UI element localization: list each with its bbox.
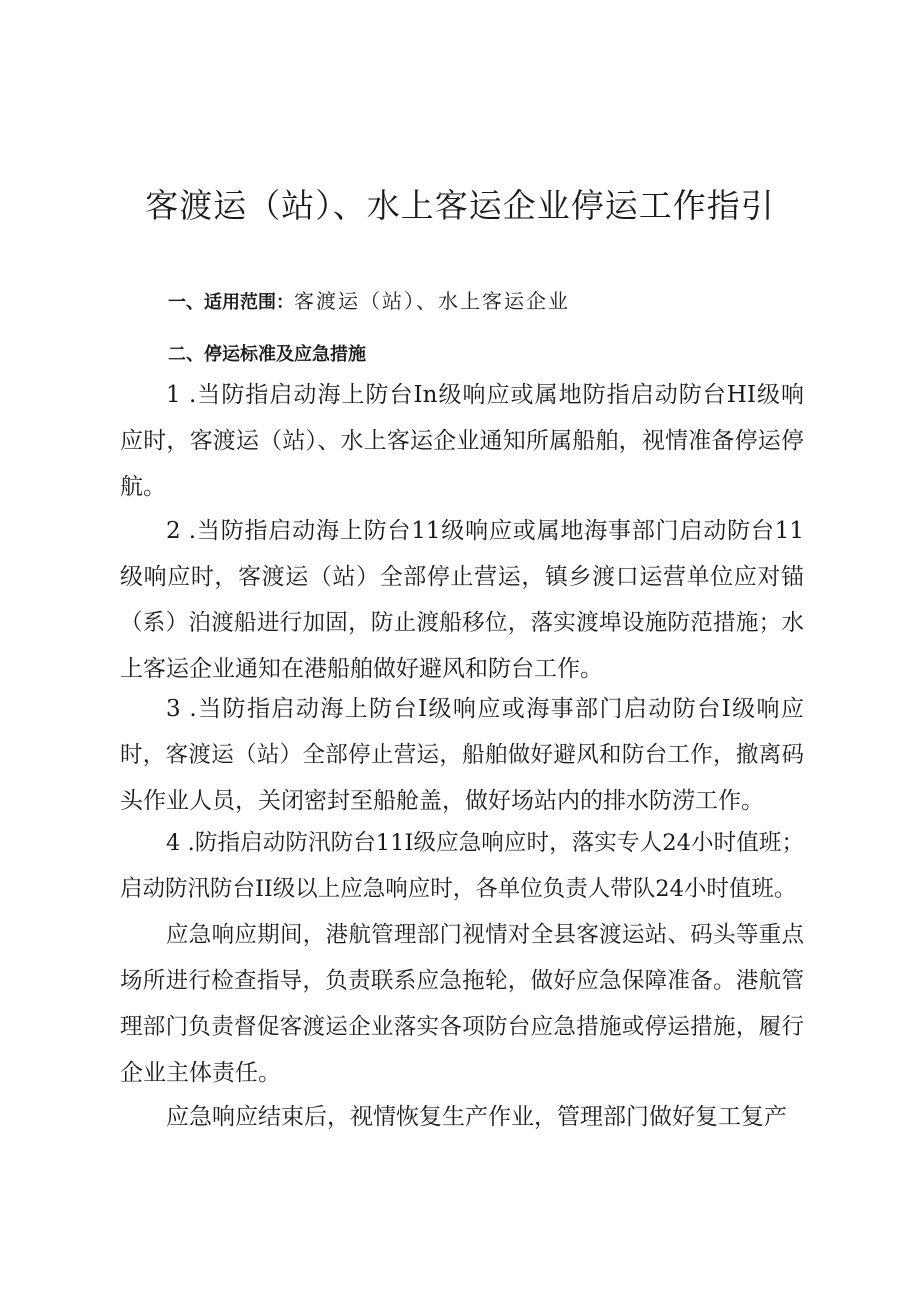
paragraph-line: 时，客渡运（站）全部停止营运，船舶做好避风和防台工作，撤离码: [120, 742, 804, 768]
paragraph-line: 级响应时，客渡运（站）全部停止营运，镇乡渡口运营单位应对锚: [120, 564, 804, 590]
paragraph-line: 上客运企业通知在港船舶做好避风和防台工作。: [120, 656, 603, 682]
paragraph-line: 2 .当防指启动海上防台11级响应或属地海事部门启动防台11: [166, 518, 804, 544]
paragraph-line: 3 .当防指启动海上防台I级响应或海事部门启动防台I级响应: [166, 696, 804, 722]
paragraph-item-3: [120, 686, 804, 824]
paragraph-line: 航。: [120, 474, 166, 500]
paragraph-item-1: [120, 372, 804, 510]
paragraph-line: 头作业人员，关闭密封至船舱盖，做好场站内的排水防涝工作。: [120, 788, 764, 814]
paragraph-line: （系）泊渡船进行加固，防止渡船移位，落实渡埠设施防范措施；水: [120, 610, 804, 636]
document-title: 客渡运（站）、水上客运企业停运工作指引: [145, 186, 775, 225]
paragraph-emergency-period: [120, 912, 804, 1096]
paragraph-line: 场所进行检查指导，负责联系应急拖轮，做好应急保障准备。港航管: [120, 968, 804, 994]
paragraph-line: 应时，客渡运（站）、水上客运企业通知所属船舶，视情准备停运停: [120, 428, 804, 454]
paragraph-line: 启动防汛防台II级以上应急响应时，各单位负责人带队24小时值班。: [120, 876, 797, 902]
section-scope-label: 一、适用范围：: [168, 292, 294, 313]
section-standards-label: 二、停运标准及应急措施: [168, 344, 366, 365]
paragraph-item-4: [120, 820, 804, 912]
section-scope: [168, 286, 570, 318]
section-scope-value: 客渡运（站）、水上客运企业: [294, 289, 570, 313]
paragraph-line: 应急响应期间，港航管理部门视情对全县客渡运站、码头等重点: [166, 922, 804, 948]
paragraph-line: 1 .当防指启动海上防台In级响应或属地防指启动防台HI级响: [166, 382, 804, 408]
paragraph-line: 理部门负责督促客渡运企业落实各项防台应急措施或停运措施，履行: [120, 1014, 804, 1040]
paragraph-line: 应急响应结束后，视情恢复生产作业，管理部门做好复工复产: [166, 1104, 787, 1130]
paragraph-item-2: [120, 508, 804, 692]
paragraph-after-response: [120, 1094, 804, 1140]
paragraph-line: 企业主体责任。: [120, 1060, 281, 1086]
paragraph-line: 4 .防指启动防汛防台11I级应急响应时，落实专人24小时值班；: [166, 830, 804, 856]
section-standards: [168, 338, 366, 370]
